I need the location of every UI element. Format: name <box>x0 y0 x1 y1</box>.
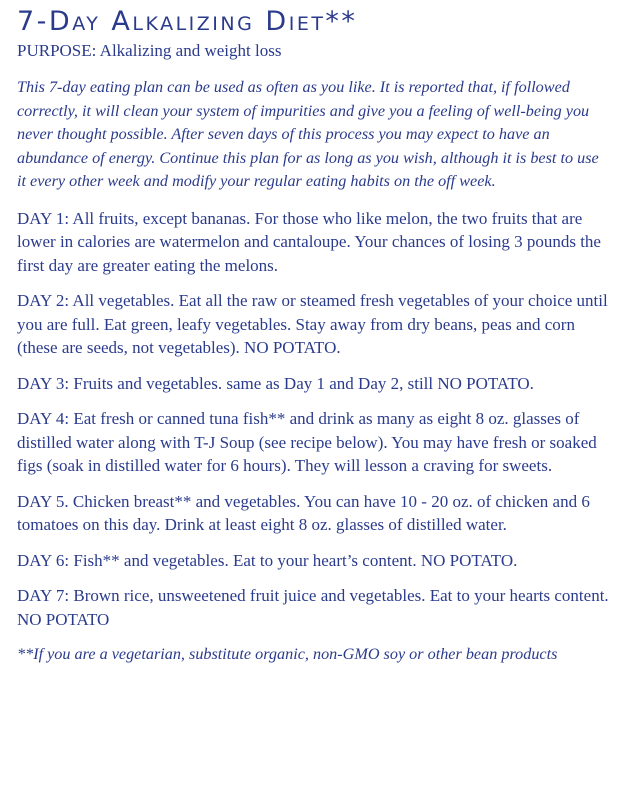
day-6-paragraph: DAY 6: Fish** and vegetables. Eat to your heart’s content. NO POTATO. <box>17 550 518 570</box>
day-3-paragraph: DAY 3: Fruits and vegetables. same as Day 1 and Day 2, still NO POTATO. <box>17 373 534 393</box>
day-5-paragraph: DAY 5. Chicken breast** and vegetables. You can have 10 - 20 oz. of chicken and 6 tomatoes on this day. Drink at least eight 8 oz. glasses of distilled water. <box>17 491 590 534</box>
purpose-line: PURPOSE: Alkalizing and weight loss <box>17 41 282 60</box>
intro-paragraph: This 7-day eating plan can be used as often as you like. It is reported that, if followed correctly, it will clean your system of impurities and give you a feeling of well-being you never thought possible. After seven days of this process you may expect to have an abundance of energy. Continue this plan for as long as you wish, although it is best to use it every other week and modify your regular eating habits on the off week. <box>17 78 599 190</box>
diet-document <box>17 4 609 667</box>
day-2-paragraph: DAY 2: All vegetables. Eat all the raw or steamed fresh vegetables of your choice until you are full. Eat green, leafy vegetables. Stay away from dry beans, peas and corn (these are seeds, not vegetables). NO POTATO. <box>17 291 608 357</box>
day-7-paragraph: DAY 7: Brown rice, unsweetened fruit juice and vegetables. Eat to your hearts content. NO POTATO <box>17 586 609 629</box>
footnote: **If you are a vegetarian, substitute organic, non-GMO soy or other bean products <box>17 645 558 663</box>
day-4-paragraph: DAY 4: Eat fresh or canned tuna fish** and drink as many as eight 8 oz. glasses of distilled water along with T-J Soup (see recipe below). You may have fresh or soaked figs (soak in distilled water for 6 hours). They will lesson a craving for sweets. <box>17 409 597 475</box>
page-title: 7-Day Alkalizing Diet** <box>17 6 358 37</box>
day-1-paragraph: DAY 1: All fruits, except bananas. For those who like melon, the two fruits that are lower in calories are watermelon and cantaloupe. Your chances of losing 3 pounds the first day are greater eating the melons. <box>17 208 601 275</box>
